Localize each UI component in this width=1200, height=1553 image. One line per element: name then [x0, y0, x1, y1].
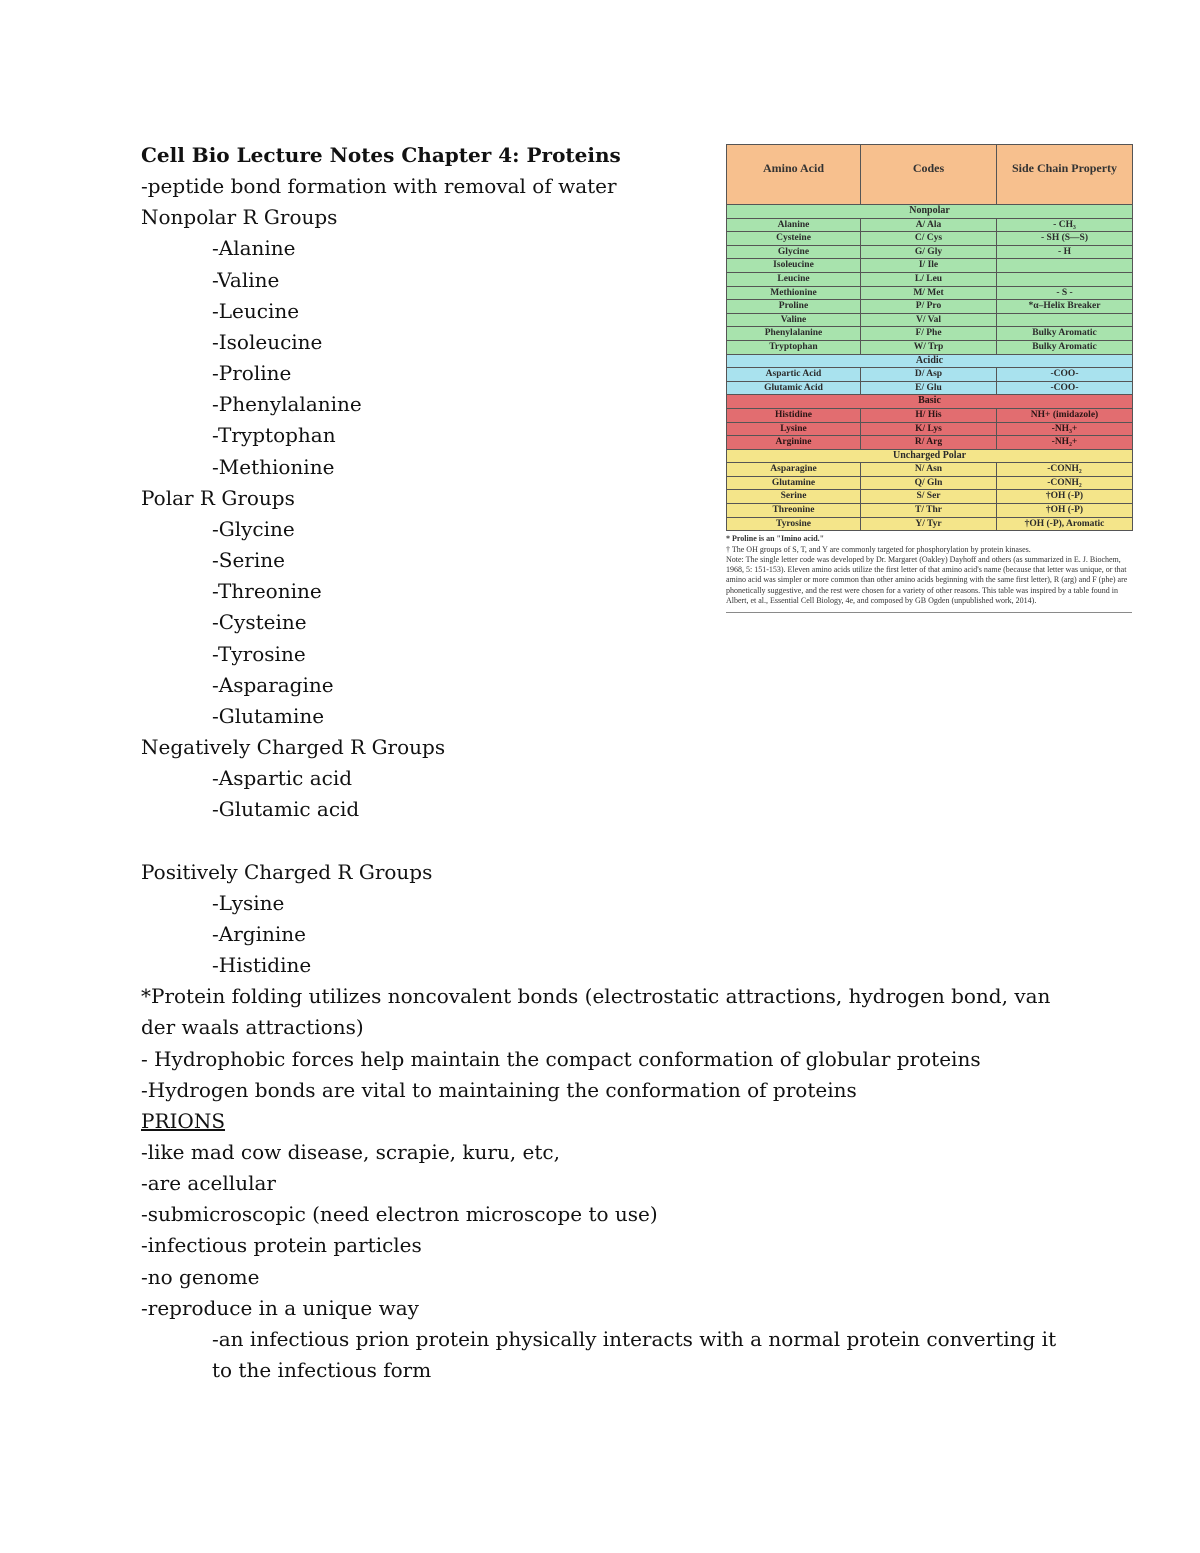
cell-code: I/ Ile [861, 259, 997, 273]
cell-side-chain: -CONH₂ [997, 476, 1133, 490]
cell-amino-acid: Phenylalanine [727, 327, 861, 341]
cell-code: A/ Ala [861, 218, 997, 232]
table-footnotes [726, 531, 1132, 613]
list-item: -Alanine [212, 236, 296, 261]
cell-side-chain: - H [997, 245, 1133, 259]
cell-amino-acid: Glycine [727, 245, 861, 259]
cell-code: E/ Glu [861, 381, 997, 395]
footnote-phosphorylation: † The OH groups of S, T, and Y are commonly targeted for phosphorylation by protein kinases. [726, 544, 1031, 554]
category-label: Basic [727, 395, 1133, 409]
table-row [727, 463, 1133, 477]
list-item: -Aspartic acid [212, 766, 353, 791]
cell-amino-acid: Cysteine [727, 232, 861, 246]
table-row [727, 286, 1133, 300]
cell-code: C/ Cys [861, 232, 997, 246]
list-item: -reproduce in a unique way [141, 1295, 419, 1320]
list-item: -Asparagine [212, 672, 334, 697]
category-label: Nonpolar [727, 205, 1133, 219]
column-header-amino-acid: Amino Acid [727, 145, 861, 205]
table-row [727, 232, 1133, 246]
cell-side-chain: NH+ (imidazole) [997, 408, 1133, 422]
polar-heading: Polar R Groups [141, 485, 295, 510]
column-header-codes: Codes [861, 145, 997, 205]
cell-amino-acid: Methionine [727, 286, 861, 300]
table-row [727, 490, 1133, 504]
cell-code: R/ Arg [861, 436, 997, 450]
hbond-note: -Hydrogen bonds are vital to maintaining the conformation of proteins [141, 1077, 857, 1102]
cell-side-chain: †OH (-P), Aromatic [997, 517, 1133, 531]
list-item: -infectious protein particles [141, 1233, 422, 1258]
table-row [727, 245, 1133, 259]
category-row [727, 449, 1133, 463]
cell-code: N/ Asn [861, 463, 997, 477]
cell-side-chain [997, 272, 1133, 286]
list-item: -Methionine [212, 454, 335, 479]
list-item: -Phenylalanine [212, 392, 362, 417]
cell-side-chain: -COO- [997, 368, 1133, 382]
cell-amino-acid: Proline [727, 300, 861, 314]
hydrophobic-note: - Hydrophobic forces help maintain the compact conformation of globular proteins [141, 1046, 981, 1071]
list-item: -Glutamine [212, 703, 325, 728]
table-row [727, 504, 1133, 518]
amino-acid-table-figure [726, 144, 1132, 613]
table-row [727, 218, 1133, 232]
cell-code: Y/ Tyr [861, 517, 997, 531]
list-item: -like mad cow disease, scrapie, kuru, etc, [141, 1139, 560, 1164]
table-row [727, 408, 1133, 422]
table-row [727, 340, 1133, 354]
folding-note: *Protein folding utilizes noncovalent bonds (electrostatic attractions, hydrogen bond, van der waals attractions) [141, 984, 1051, 1040]
cell-amino-acid: Lysine [727, 422, 861, 436]
cell-amino-acid: Tyrosine [727, 517, 861, 531]
list-item: -Proline [212, 361, 292, 386]
cell-amino-acid: Valine [727, 313, 861, 327]
cell-code: K/ Lys [861, 422, 997, 436]
table-row [727, 422, 1133, 436]
category-row [727, 205, 1133, 219]
list-item: -Lysine [212, 890, 285, 915]
list-item: -Histidine [212, 953, 312, 978]
cell-side-chain: -COO- [997, 381, 1133, 395]
cell-side-chain: Bulky Aromatic [997, 340, 1133, 354]
cell-amino-acid: Asparagine [727, 463, 861, 477]
cell-code: F/ Phe [861, 327, 997, 341]
column-header-side-chain: Side Chain Property [997, 145, 1133, 205]
cell-side-chain: - S - [997, 286, 1133, 300]
positive-heading: Positively Charged R Groups [141, 859, 433, 884]
table-row [727, 327, 1133, 341]
cell-amino-acid: Isoleucine [727, 259, 861, 273]
table-row [727, 436, 1133, 450]
cell-code: L/ Leu [861, 272, 997, 286]
cell-side-chain [997, 259, 1133, 273]
table-row [727, 476, 1133, 490]
cell-amino-acid: Leucine [727, 272, 861, 286]
cell-code: M/ Met [861, 286, 997, 300]
table-header-row [727, 145, 1133, 205]
cell-side-chain: -CONH₂ [997, 463, 1133, 477]
cell-side-chain: -NH₂+ [997, 436, 1133, 450]
cell-amino-acid: Arginine [727, 436, 861, 450]
table-row [727, 300, 1133, 314]
cell-code: W/ Trp [861, 340, 997, 354]
cell-amino-acid: Histidine [727, 408, 861, 422]
cell-side-chain: -NH₃+ [997, 422, 1133, 436]
table-row [727, 272, 1133, 286]
table-row [727, 517, 1133, 531]
list-item: -Cysteine [212, 610, 307, 635]
table-row [727, 259, 1133, 273]
cell-side-chain: - SH (S—S) [997, 232, 1133, 246]
list-item: -no genome [141, 1264, 260, 1289]
cell-code: V/ Val [861, 313, 997, 327]
cell-code: D/ Asp [861, 368, 997, 382]
cell-code: S/ Ser [861, 490, 997, 504]
cell-amino-acid: Glutamic Acid [727, 381, 861, 395]
cell-amino-acid: Glutamine [727, 476, 861, 490]
notes-title: Cell Bio Lecture Notes Chapter 4: Proteins [141, 143, 621, 167]
cell-amino-acid: Threonine [727, 504, 861, 518]
cell-code: H/ His [861, 408, 997, 422]
cell-side-chain: - CH₃ [997, 218, 1133, 232]
cell-side-chain: Bulky Aromatic [997, 327, 1133, 341]
cell-code: T/ Thr [861, 504, 997, 518]
blank-line [141, 825, 1061, 856]
list-item: -Leucine [212, 298, 300, 323]
cell-amino-acid: Aspartic Acid [727, 368, 861, 382]
footnote-note: Note: The single letter code was developed by Dr. Margaret (Oakley) Dayhoff and others (as summarized in E. J. Biochem, 1968, 5: 151-153). Eleven amino acids utilize the first letter of that amino acid's name (because that letter was unique, or that amino acid was simpler or more common than other amino acids beginning with the same first letter), R (arg) and F (phe) are phonetically suggestive, and the rest were chosen for a variety of other reasons. This table was inspired by a table found in Albert, et al., Essential Cell Biology, 4e, and composed by GB Ogden (unpublished work, 2014). [726, 554, 1128, 606]
category-label: Acidic [727, 354, 1133, 368]
cell-side-chain [997, 313, 1133, 327]
cell-amino-acid: Tryptophan [727, 340, 861, 354]
list-item: -Isoleucine [212, 329, 323, 354]
cell-side-chain: *α–Helix Breaker [997, 300, 1133, 314]
peptide-line: -peptide bond formation with removal of water [141, 174, 617, 199]
prions-heading: PRIONS [141, 1108, 226, 1133]
nonpolar-heading: Nonpolar R Groups [141, 205, 338, 230]
list-item: -Tyrosine [212, 641, 306, 666]
table-body [727, 205, 1133, 531]
list-item: -Glycine [212, 516, 295, 541]
list-item: -Threonine [212, 579, 322, 604]
footnote-proline: * Proline is an "Imino acid." [726, 534, 825, 544]
category-row [727, 354, 1133, 368]
cell-amino-acid: Alanine [727, 218, 861, 232]
list-item: -Arginine [212, 921, 306, 946]
list-item: -are acellular [141, 1171, 276, 1196]
table-row [727, 368, 1133, 382]
cell-code: Q/ Gln [861, 476, 997, 490]
category-label: Uncharged Polar [727, 449, 1133, 463]
prion-subitem: -an infectious prion protein physically interacts with a normal protein converting it to the infectious form [212, 1326, 1057, 1383]
cell-amino-acid: Serine [727, 490, 861, 504]
cell-code: G/ Gly [861, 245, 997, 259]
table-row [727, 381, 1133, 395]
table-row [727, 313, 1133, 327]
list-item: -Glutamic acid [212, 797, 360, 822]
list-item: -Serine [212, 548, 285, 573]
category-row [727, 395, 1133, 409]
negative-heading: Negatively Charged R Groups [141, 734, 446, 759]
cell-side-chain: †OH (-P) [997, 504, 1133, 518]
list-item: -Tryptophan [212, 423, 336, 448]
list-item: -Valine [212, 267, 280, 292]
list-item: -submicroscopic (need electron microscope to use) [141, 1202, 658, 1227]
amino-acid-table [726, 144, 1133, 531]
cell-code: P/ Pro [861, 300, 997, 314]
cell-side-chain: †OH (-P) [997, 490, 1133, 504]
